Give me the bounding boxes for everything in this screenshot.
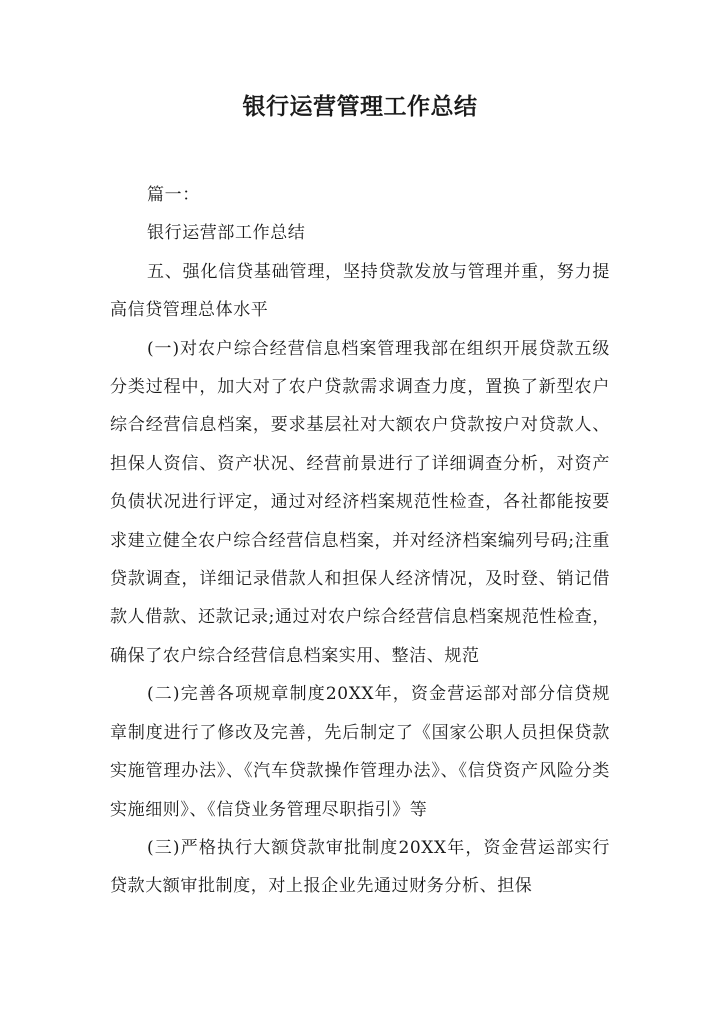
paragraph-part-label: 篇一： [147, 185, 200, 205]
paragraph-section-title: 银行运营部工作总结 [147, 223, 306, 244]
paragraph-item-one: (一)对农户综合经营信息档案管理我部在组织开展贷款五级分类过程中，加大对了农户贷款需求调查力度，置换了新型农户综合经营信息档案，要求基层社对大额农户贷款按户对贷款人、担保人资信、资产状况、经营前景进行了详细调查分析，对资产负债状况进行评定，通过对经济档案规范性检查，各社都能按要求建立健全农户综合经营信息档案，并对经济档案编列号码;注重贷款调查，详细记录借款人和担保人经济情况，及时登、销记借款人借款、还款记录;通过对农户综合经营信息档案规范性检查，确保了农户综合经营信息档案实用、整洁、规范 [110, 338, 610, 666]
paragraph-item-three: (三)严格执行大额贷款审批制度20XX年，资金营运部实行贷款大额审批制度，对上报企业先通过财务分析、担保 [110, 837, 610, 897]
paragraph-item-two: (二)完善各项规章制度20XX年，资金营运部对部分信贷规章制度进行了修改及完善，先后制定了《国家公职人员担保贷款实施管理办法》、《汽车贷款操作管理办法》、《信贷资产风险分类实施细则》、《信贷业务管理尽职指引》等 [110, 684, 610, 820]
paragraph-heading-five: 五、强化信贷基础管理，坚持贷款发放与管理并重，努力提高信贷管理总体水平 [110, 261, 610, 321]
document-title: 银行运营管理工作总结 [242, 94, 478, 120]
document-body [110, 176, 610, 906]
